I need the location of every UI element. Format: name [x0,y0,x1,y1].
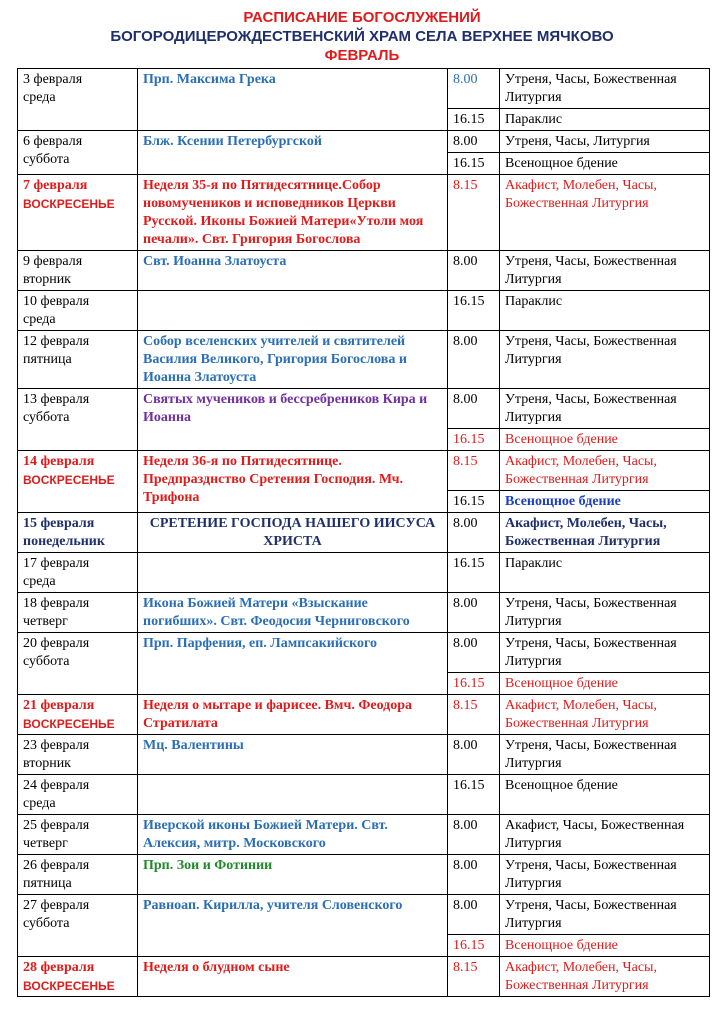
date-cell [18,451,138,513]
date-cell [18,695,138,735]
service-time: 8.15 [448,957,500,997]
date-text: 28 февраля [23,960,95,975]
date-text: 3 февраля [23,72,83,87]
feast-cell [138,775,448,815]
service-description: Акафист, Молебен, Часы, Божественная Литургия [500,957,710,997]
schedule-row [18,815,710,855]
service-description: Акафист, Часы, Божественная Литургия [500,815,710,855]
feast-cell: Прп. Парфения, еп. Лампсакийского [138,633,448,695]
date-text: 17 февраля [23,556,90,571]
feast-cell: СРЕТЕНИЕ ГОСПОДА НАШЕГО ИИСУСА ХРИСТА [138,513,448,553]
date-cell [18,513,138,553]
weekday-text: ВОСКРЕСЕНЬЕ [23,717,115,731]
service-description: Утреня, Часы, Божественная Литургия [500,593,710,633]
feast-cell: Неделя о блудном сыне [138,957,448,997]
feast-cell: Равноап. Кирилла, учителя Словенского [138,895,448,957]
date-cell [18,131,138,175]
date-cell [18,895,138,957]
service-time: 16.15 [448,109,500,131]
service-description: Параклис [500,109,710,131]
date-text: 10 февраля [23,294,90,309]
weekday-text: среда [23,796,56,811]
service-description: Параклис [500,291,710,331]
schedule-row [18,775,710,815]
date-cell [18,553,138,593]
date-text: 14 февраля [23,454,95,469]
weekday-text: ВОСКРЕСЕНЬЕ [23,197,115,211]
weekday-text: суббота [23,654,70,669]
service-description: Акафист, Молебен, Часы, Божественная Литургия [500,695,710,735]
date-text: 24 февраля [23,778,90,793]
feast-cell: Прп. Зои и Фотинии [138,855,448,895]
weekday-text: вторник [23,272,71,287]
schedule-row [18,735,710,775]
service-description: Утреня, Часы, Божественная Литургия [500,389,710,429]
feast-cell: Свт. Иоанна Златоуста [138,251,448,291]
schedule-row [18,513,710,553]
date-cell [18,855,138,895]
schedule-row [18,895,710,935]
weekday-text: вторник [23,756,71,771]
service-time: 16.15 [448,553,500,593]
weekday-text: среда [23,90,56,105]
service-time: 8.00 [448,855,500,895]
feast-cell [138,553,448,593]
feast-cell: Неделя 36-я по Пятидесятнице. Предпразднство Сретения Господия. Мч. Трифона [138,451,448,513]
weekday-text: суббота [23,410,70,425]
schedule-row [18,131,710,153]
date-text: 9 февраля [23,254,83,269]
feast-cell: Неделя 35-я по Пятидесятнице.Собор новомучеников и исповедников Церкви Русской. Иконы Божией Матери«Утоли моя печали». Свт. Григория Богослова [138,175,448,251]
schedule-table [17,68,710,997]
service-description: Параклис [500,553,710,593]
date-cell [18,291,138,331]
date-cell [18,389,138,451]
date-cell [18,815,138,855]
service-description: Утреня, Часы, Божественная Литургия [500,69,710,109]
feast-cell: Мц. Валентины [138,735,448,775]
service-description: Всенощное бдение [500,491,710,513]
service-description: Акафист, Молебен, Часы, Божественная Литургия [500,451,710,491]
service-time: 16.15 [448,429,500,451]
service-time: 8.15 [448,695,500,735]
date-cell [18,593,138,633]
schedule-row [18,957,710,997]
date-text: 13 февраля [23,392,90,407]
weekday-text: пятница [23,876,72,891]
schedule-row [18,251,710,291]
service-description: Утреня, Часы, Божественная Литургия [500,895,710,935]
weekday-text: среда [23,574,56,589]
service-description: Всенощное бдение [500,429,710,451]
schedule-row [18,695,710,735]
feast-cell: Блж. Ксении Петербургской [138,131,448,175]
date-text: 20 февраля [23,636,90,651]
date-text: 12 февраля [23,334,90,349]
date-cell [18,633,138,695]
service-description: Акафист, Молебен, Часы, Божественная Литургия [500,175,710,251]
feast-cell: Икона Божией Матери «Взыскание погибших». Свт. Феодосия Черниговского [138,593,448,633]
service-time: 16.15 [448,153,500,175]
service-description: Всенощное бдение [500,935,710,957]
date-cell [18,251,138,291]
weekday-text: понедельник [23,534,105,549]
feast-cell: Святых мучеников и бессребреников Кира и Иоанна [138,389,448,451]
month-label: ФЕВРАЛЬ [324,47,400,64]
weekday-text: суббота [23,152,70,167]
service-time: 8.00 [448,895,500,935]
service-time: 8.00 [448,389,500,429]
service-description: Всенощное бдение [500,673,710,695]
schedule-row [18,331,710,389]
church-name: БОГОРОДИЦЕРОЖДЕСТВЕНСКИЙ ХРАМ СЕЛА ВЕРХНЕЕ МЯЧКОВО [110,28,614,45]
weekday-text: ВОСКРЕСЕНЬЕ [23,473,115,487]
date-cell [18,957,138,997]
service-description: Утреня, Часы, Литургия [500,131,710,153]
service-time: 16.15 [448,935,500,957]
service-time: 8.00 [448,331,500,389]
service-time: 8.00 [448,131,500,153]
schedule-row [18,451,710,491]
date-cell [18,175,138,251]
schedule-row [18,593,710,633]
service-time: 8.00 [448,69,500,109]
feast-cell: Неделя о мытаре и фарисее. Вмч. Феодора Стратилата [138,695,448,735]
service-description: Утреня, Часы, Божественная Литургия [500,331,710,389]
date-text: 27 февраля [23,898,90,913]
weekday-text: суббота [23,916,70,931]
date-text: 7 февраля [23,178,88,193]
weekday-text: четверг [23,614,68,629]
feast-cell: Прп. Максима Грека [138,69,448,131]
date-text: 26 февраля [23,858,90,873]
schedule-row [18,389,710,429]
service-time: 16.15 [448,291,500,331]
service-time: 8.00 [448,593,500,633]
service-time: 8.15 [448,175,500,251]
schedule-header [0,8,724,65]
service-time: 16.15 [448,673,500,695]
service-time: 16.15 [448,491,500,513]
service-description: Утреня, Часы, Божественная Литургия [500,633,710,673]
service-description: Всенощное бдение [500,153,710,175]
service-time: 8.00 [448,513,500,553]
date-cell [18,69,138,131]
service-description: Утреня, Часы, Божественная Литургия [500,855,710,895]
service-time: 8.15 [448,451,500,491]
service-time: 8.00 [448,815,500,855]
service-time: 8.00 [448,633,500,673]
service-description: Всенощное бдение [500,775,710,815]
date-text: 23 февраля [23,738,90,753]
schedule-row [18,175,710,251]
date-text: 25 февраля [23,818,90,833]
feast-cell: Иверской иконы Божией Матери. Свт. Алексия, митр. Московского [138,815,448,855]
date-text: 6 февраля [23,134,83,149]
schedule-row [18,855,710,895]
date-cell [18,331,138,389]
date-text: 15 февраля [23,516,95,531]
weekday-text: четверг [23,836,68,851]
date-text: 21 февраля [23,698,95,713]
schedule-row [18,633,710,673]
weekday-text: ВОСКРЕСЕНЬЕ [23,979,115,993]
date-cell [18,735,138,775]
schedule-row [18,291,710,331]
page-title: РАСПИСАНИЕ БОГОСЛУЖЕНИЙ [243,9,481,26]
service-time: 16.15 [448,775,500,815]
service-description: Утреня, Часы, Божественная Литургия [500,735,710,775]
schedule-row [18,553,710,593]
service-time: 8.00 [448,735,500,775]
weekday-text: среда [23,312,56,327]
feast-cell: Собор вселенских учителей и святителей Василия Великого, Григория Богослова и Иоанна Златоуста [138,331,448,389]
feast-cell [138,291,448,331]
date-text: 18 февраля [23,596,90,611]
service-time: 8.00 [448,251,500,291]
schedule-row [18,69,710,109]
service-description: Акафист, Молебен, Часы, Божественная Литургия [500,513,710,553]
date-cell [18,775,138,815]
service-description: Утреня, Часы, Божественная Литургия [500,251,710,291]
weekday-text: пятница [23,352,72,367]
